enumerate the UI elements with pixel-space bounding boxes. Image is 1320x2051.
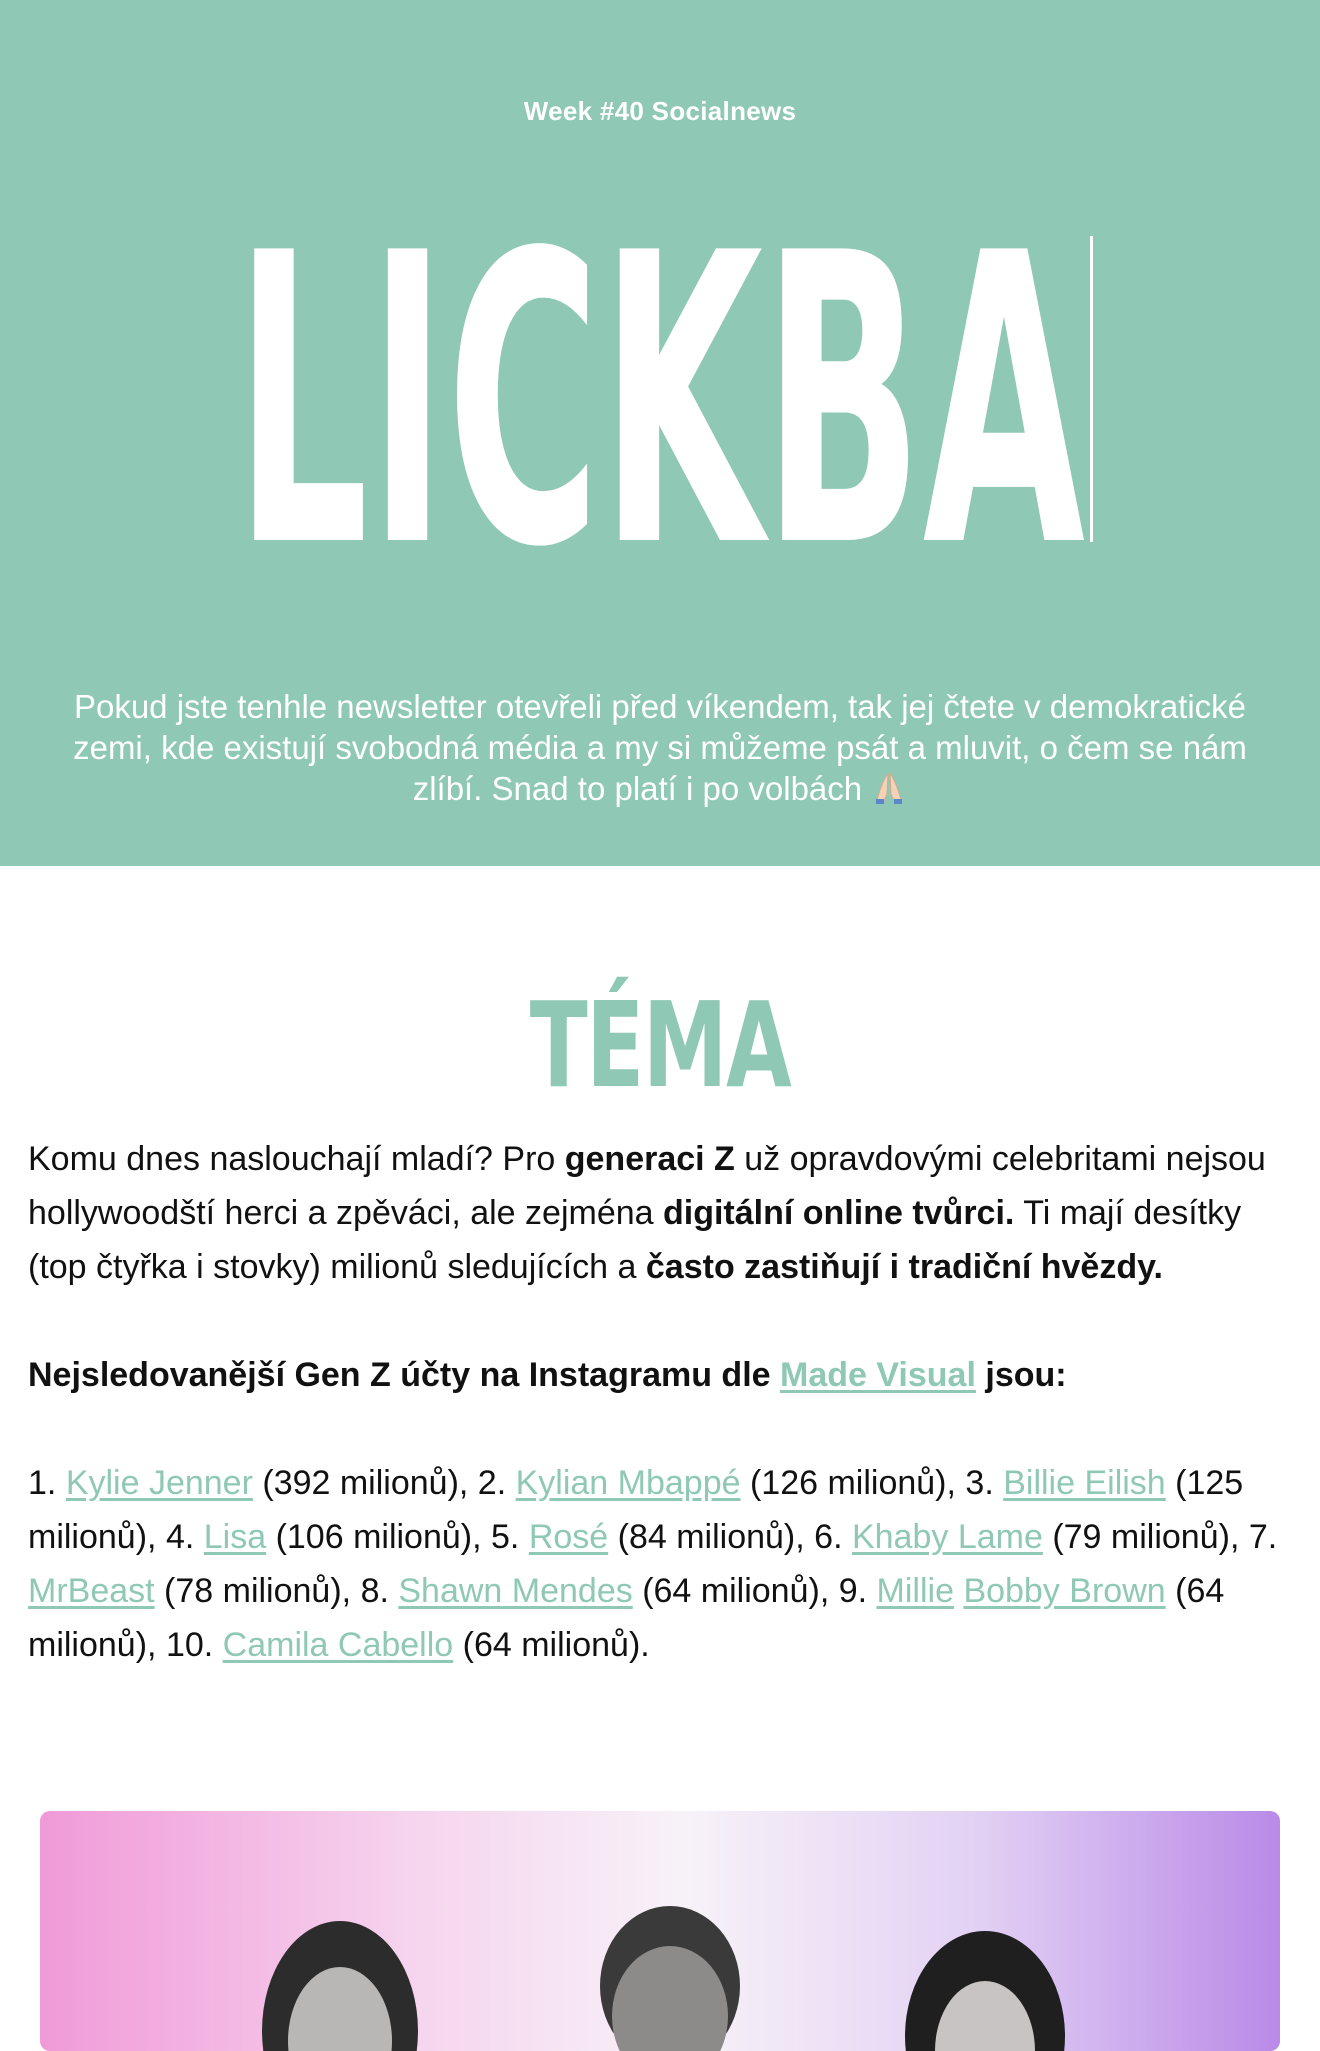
portrait-left xyxy=(262,1921,418,2051)
ranking-number: 9. xyxy=(838,1572,877,1610)
portrait-right xyxy=(905,1931,1065,2051)
text-segment: jsou: xyxy=(975,1356,1067,1394)
creator-link[interactable]: Camila Cabello xyxy=(222,1626,454,1664)
follower-count: (78 milionů), xyxy=(154,1572,361,1610)
logo-cut-edge xyxy=(1090,236,1093,542)
creator-link[interactable]: Millie xyxy=(876,1572,954,1610)
follower-count: (392 milionů), xyxy=(252,1464,478,1502)
ranking-item xyxy=(361,1572,839,1610)
week-label: Week #40 Socialnews xyxy=(523,96,797,126)
creator-link[interactable]: Shawn Mendes xyxy=(398,1572,633,1610)
text-segment: Nejsledovanější Gen Z účty na Instagramu dle xyxy=(28,1356,781,1394)
logo xyxy=(224,230,1096,550)
portrait-center xyxy=(600,1906,740,2051)
bold-segment: digitální online tvůrci. xyxy=(663,1194,1015,1232)
text-segment: už opravdovými celebritami nejsou hollywoodští herci a zpěváci, ale zejména xyxy=(28,1140,1266,1232)
follower-count: (126 milionů), xyxy=(740,1464,966,1502)
intro-paragraph xyxy=(0,1132,1320,1294)
folded-hands-icon xyxy=(871,770,907,806)
follower-count: (64 milionů), xyxy=(28,1572,1225,1664)
main-content xyxy=(0,866,1320,1672)
ranking-list xyxy=(0,1456,1320,1672)
logo-text: LICKBA xyxy=(235,230,1087,550)
ranking-item xyxy=(814,1518,1249,1556)
ranking-heading xyxy=(0,1348,1320,1402)
follower-count: (106 milionů), xyxy=(266,1518,491,1556)
ranking-number: 6. xyxy=(814,1518,852,1556)
logo-svg xyxy=(224,230,1096,550)
bold-segment: generaci Z xyxy=(564,1140,735,1178)
made-visual-link[interactable]: Made Visual xyxy=(780,1356,976,1394)
creator-link[interactable]: Kylie Jenner xyxy=(65,1464,253,1502)
creator-link[interactable]: Lisa xyxy=(203,1518,267,1556)
creator-link[interactable]: Khaby Lame xyxy=(851,1518,1043,1556)
follower-count: (64 milionů), xyxy=(632,1572,839,1610)
celebrity-photo-banner xyxy=(40,1811,1280,2051)
intro-copy: Pokud jste tenhle newsletter otevřeli před víkendem, tak jej čtete v demokratické zemi, kde existují svobodná média a my si můžeme psát a mluvit, o čem se nám zlíbí. Snad to platí i po volbách xyxy=(73,688,1247,807)
ranking-item xyxy=(491,1518,814,1556)
creator-link[interactable]: Kylian Mbappé xyxy=(515,1464,741,1502)
text-segment: Komu dnes naslouchají mladí? Pro xyxy=(28,1140,565,1178)
ranking-number: 3. xyxy=(965,1464,1004,1502)
follower-count: (125 milionů), xyxy=(28,1464,1244,1556)
ranking-number: 7. xyxy=(1248,1518,1278,1556)
creator-link[interactable]: Billie Eilish xyxy=(1003,1464,1166,1502)
ranking-item xyxy=(166,1518,491,1556)
header-hero xyxy=(0,0,1320,866)
ranking-number: 2. xyxy=(477,1464,516,1502)
ranking-number: 1. xyxy=(28,1464,66,1502)
creator-link[interactable]: Bobby Brown xyxy=(963,1572,1166,1610)
follower-count: (84 milionů), xyxy=(608,1518,815,1556)
ranking-item xyxy=(28,1464,478,1502)
ranking-item xyxy=(166,1626,650,1664)
ranking-number: 8. xyxy=(360,1572,399,1610)
ranking-number: 4. xyxy=(165,1518,204,1556)
ranking-item xyxy=(478,1464,966,1502)
section-title: TÉMA xyxy=(529,976,791,1114)
ranking-number: 5. xyxy=(491,1518,529,1556)
intro-text xyxy=(40,686,1280,809)
text-segment: Ti mají desítky (top čtyřka i stovky) milionů sledujících a xyxy=(28,1194,1242,1286)
bold-segment: často zastiňují i tradiční hvězdy. xyxy=(645,1248,1163,1286)
follower-count: (79 milionů), xyxy=(1042,1518,1249,1556)
follower-count: (64 milionů). xyxy=(453,1626,650,1664)
creator-link[interactable]: MrBeast xyxy=(28,1572,155,1610)
ranking-number: 10. xyxy=(165,1626,223,1664)
creator-link[interactable]: Rosé xyxy=(528,1518,609,1556)
